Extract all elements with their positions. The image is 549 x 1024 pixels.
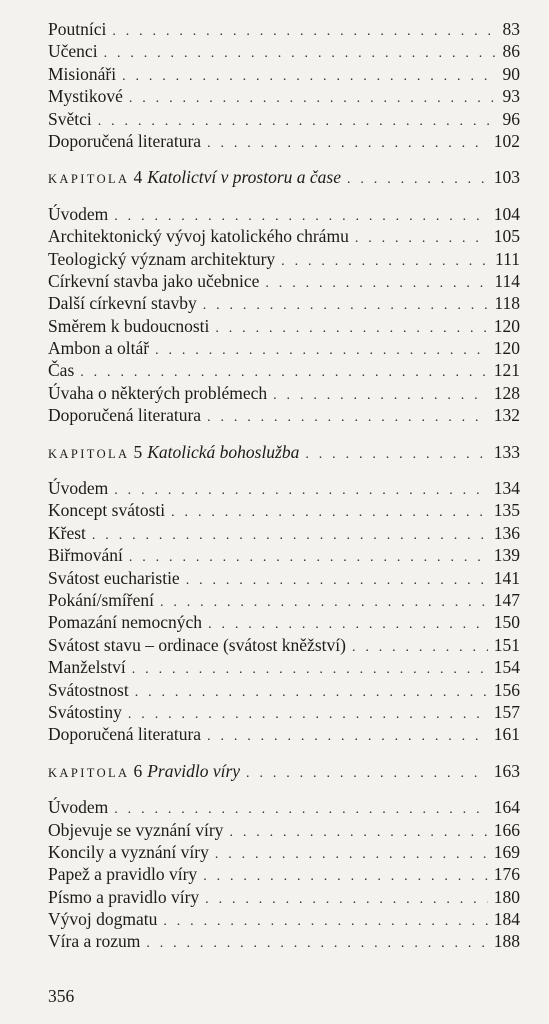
dot-leader	[215, 844, 488, 866]
dot-leader	[205, 889, 488, 911]
entry-title: Svátostiny	[48, 701, 122, 722]
chapter-number: 6	[133, 760, 143, 781]
dot-leader	[273, 385, 488, 407]
chapter-name: Pravidlo víry	[147, 760, 241, 781]
chapter-label: KAPITOLA	[48, 765, 130, 780]
toc-entry	[48, 589, 520, 611]
entry-title: Ambon a oltář	[48, 338, 150, 359]
entry-title: Svátostnost	[48, 679, 129, 700]
dot-leader	[305, 444, 487, 466]
dot-leader	[355, 228, 488, 250]
dot-leader	[146, 933, 487, 955]
entry-title: Architektonický vývoj katolického chrámu	[48, 226, 349, 247]
entry-title: Úvodem	[48, 203, 109, 224]
entry-page-number: 114	[494, 270, 520, 291]
chapter-heading	[48, 760, 520, 782]
dot-leader	[122, 66, 496, 88]
toc-entry	[48, 679, 520, 701]
entry-page-number: 105	[493, 226, 520, 247]
toc-entry	[48, 796, 520, 818]
entry-page-number: 121	[493, 360, 520, 381]
entry-page-number: 128	[493, 382, 520, 403]
entry-title: Doporučená literatura	[48, 405, 202, 426]
dot-leader	[171, 502, 488, 524]
dot-leader	[155, 340, 488, 362]
toc-entry	[48, 63, 520, 85]
toc-entry	[48, 634, 520, 656]
dot-leader	[132, 659, 488, 681]
entry-page-number: 164	[493, 797, 520, 818]
toc-entry	[48, 886, 520, 908]
table-of-contents	[48, 18, 520, 953]
entry-page-number: 147	[493, 589, 520, 610]
entry-title: Světci	[48, 108, 92, 129]
entry-page-number: 90	[502, 63, 520, 84]
chapter-title	[48, 760, 240, 784]
chapter-heading	[48, 166, 520, 188]
entry-title: Vývoj dogmatu	[48, 909, 158, 930]
toc-entry	[48, 404, 520, 426]
entry-page-number: 132	[493, 405, 520, 426]
entry-title: Směrem k budoucnosti	[48, 315, 210, 336]
entry-title: Biřmování	[48, 545, 123, 566]
entry-page-number: 118	[494, 293, 520, 314]
toc-entry	[48, 225, 520, 247]
entry-title: Poutníci	[48, 19, 107, 39]
toc-entry	[48, 908, 520, 930]
entry-title: Papež a pravidlo víry	[48, 864, 198, 885]
entry-title: Pomazání nemocných	[48, 612, 203, 633]
toc-entry	[48, 18, 520, 40]
toc-entry	[48, 359, 520, 381]
entry-page-number: 141	[493, 567, 520, 588]
chapter-name: Katolická bohoslužba	[147, 441, 300, 462]
toc-entry	[48, 337, 520, 359]
entry-title: Svátost stavu – ordinace (svátost kněžství)	[48, 634, 346, 655]
entry-title: Objevuje se vyznání víry	[48, 819, 224, 840]
toc-entry	[48, 203, 520, 225]
dot-leader	[207, 407, 488, 429]
dot-leader	[207, 133, 488, 155]
dot-leader	[265, 273, 488, 295]
entry-title: Misionáři	[48, 63, 117, 84]
entry-page-number: 134	[493, 478, 520, 499]
page-number: 356	[48, 986, 75, 1006]
chapter-label: KAPITOLA	[48, 172, 130, 187]
entry-page-number: 157	[493, 701, 520, 722]
toc-entry	[48, 544, 520, 566]
entry-title: Doporučená literatura	[48, 724, 202, 745]
entry-page-number: 156	[493, 679, 520, 700]
entry-page-number: 96	[502, 108, 520, 129]
toc-entry	[48, 108, 520, 130]
toc-entry	[48, 85, 520, 107]
dot-leader	[215, 318, 487, 340]
toc-entry	[48, 930, 520, 952]
chapter-name: Katolictví v prostoru a čase	[147, 167, 341, 188]
entry-title: Svátost eucharistie	[48, 567, 180, 588]
entry-page-number: 136	[493, 522, 520, 543]
entry-page-number: 150	[493, 612, 520, 633]
dot-leader	[246, 763, 488, 785]
toc-entry	[48, 292, 520, 314]
entry-title: Církevní stavba jako učebnice	[48, 270, 260, 291]
entry-page-number: 135	[493, 500, 520, 521]
dot-leader	[229, 822, 487, 844]
dot-leader	[114, 480, 487, 502]
chapter-number: 4	[133, 167, 143, 188]
toc-entry	[48, 499, 520, 521]
entry-page-number: 154	[493, 657, 520, 678]
dot-leader	[186, 570, 488, 592]
toc-entry	[48, 382, 520, 404]
entry-title: Čas	[48, 360, 75, 381]
dot-leader	[92, 525, 488, 547]
entry-title: Koncily a vyznání víry	[48, 841, 209, 862]
entry-page-number: 188	[493, 931, 520, 952]
entry-page-number: 169	[493, 841, 520, 862]
dot-leader	[129, 88, 497, 110]
toc-entry	[48, 477, 520, 499]
entry-title: Úvaha o některých problémech	[48, 382, 268, 403]
entry-page-number: 180	[493, 886, 520, 907]
entry-title: Pokání/smíření	[48, 589, 154, 610]
entry-title: Teologický význam architektury	[48, 248, 276, 269]
entry-page-number: 133	[493, 441, 520, 462]
dot-leader	[129, 547, 488, 569]
entry-title: Koncept svátosti	[48, 500, 166, 521]
dot-leader	[160, 592, 488, 614]
entry-page-number: 139	[493, 545, 520, 566]
chapter-title	[48, 166, 341, 190]
dot-leader	[104, 43, 497, 65]
entry-page-number: 111	[495, 248, 520, 269]
entry-page-number: 176	[493, 864, 520, 885]
entry-page-number: 166	[493, 819, 520, 840]
dot-leader	[203, 295, 489, 317]
toc-entry	[48, 819, 520, 841]
chapter-label: KAPITOLA	[48, 446, 130, 461]
entry-page-number: 103	[493, 167, 520, 188]
entry-title: Úvodem	[48, 797, 109, 818]
entry-title: Doporučená literatura	[48, 130, 202, 151]
chapter-title	[48, 441, 299, 465]
toc-entry	[48, 130, 520, 152]
entry-title: Úvodem	[48, 478, 109, 499]
entry-page-number: 83	[502, 19, 520, 39]
entry-title: Písmo a pravidlo víry	[48, 886, 200, 907]
entry-title: Další církevní stavby	[48, 293, 197, 314]
toc-entry	[48, 270, 520, 292]
entry-title: Víra a rozum	[48, 931, 141, 952]
chapter-number: 5	[133, 441, 143, 462]
dot-leader	[163, 911, 487, 933]
entry-page-number: 120	[493, 315, 520, 336]
entry-title: Učenci	[48, 41, 98, 62]
dot-leader	[207, 726, 488, 748]
dot-leader	[203, 866, 488, 888]
dot-leader	[352, 637, 488, 659]
chapter-heading	[48, 441, 520, 463]
dot-leader	[347, 169, 488, 191]
toc-entry	[48, 841, 520, 863]
toc-entry	[48, 723, 520, 745]
toc-entry	[48, 863, 520, 885]
toc-entry	[48, 248, 520, 270]
entry-title: Křest	[48, 522, 86, 543]
toc-entry	[48, 567, 520, 589]
entry-page-number: 104	[493, 203, 520, 224]
toc-entry	[48, 315, 520, 337]
entry-title: Mystikové	[48, 86, 123, 107]
entry-page-number: 102	[493, 130, 520, 151]
entry-page-number: 184	[493, 909, 520, 930]
entry-page-number: 86	[502, 41, 520, 62]
toc-entry	[48, 656, 520, 678]
entry-page-number: 93	[502, 86, 520, 107]
toc-entry	[48, 701, 520, 723]
entry-page-number: 151	[493, 634, 520, 655]
entry-page-number: 161	[493, 724, 520, 745]
dot-leader	[112, 21, 496, 43]
entry-page-number: 163	[493, 760, 520, 781]
toc-entry	[48, 611, 520, 633]
entry-title: Manželství	[48, 657, 126, 678]
dot-leader	[281, 251, 489, 273]
dot-leader	[135, 682, 488, 704]
entry-page-number: 120	[493, 338, 520, 359]
toc-entry	[48, 40, 520, 62]
toc-entry	[48, 522, 520, 544]
